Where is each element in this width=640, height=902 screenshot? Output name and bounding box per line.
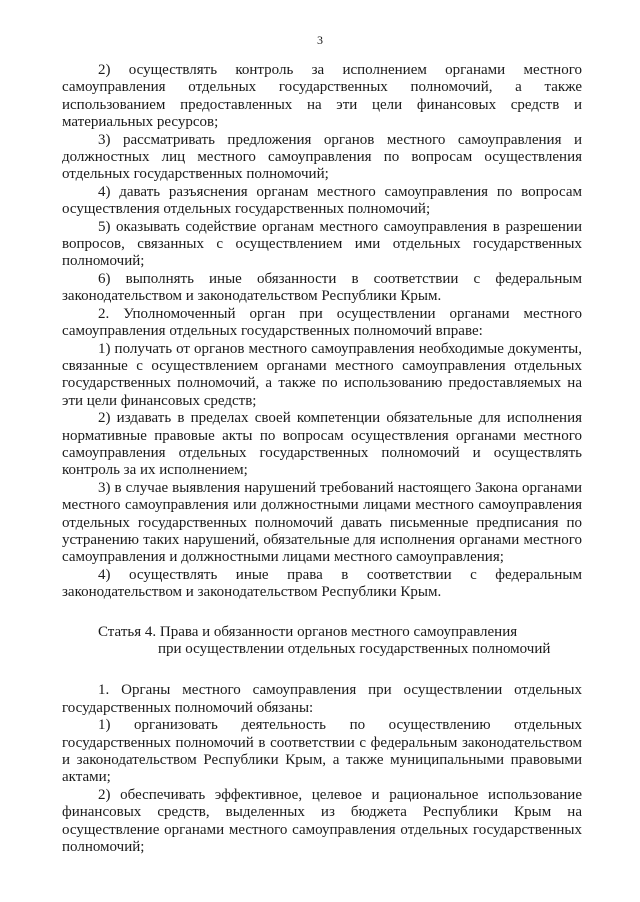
list-item: 2) обеспечивать эффективное, целевое и рациональное использование финансовых средств, выделенных из бюджета Республики Крым на осуществление органами местного самоуправления отдельных государственных полномочий; <box>62 786 582 856</box>
list-item: 4) давать разъяснения органам местного самоуправления по вопросам осуществления отдельных государственных полномочий; <box>62 183 582 218</box>
document-body <box>62 62 582 856</box>
list-item: 4) осуществлять иные права в соответствии с федеральным законодательством и законодательством Республики Крым. <box>62 566 582 601</box>
article-heading-line1: Статья 4. Права и обязанности органов местного самоуправления <box>98 623 518 640</box>
list-item: 3) в случае выявления нарушений требований настоящего Закона органами местного самоуправления или должностными лицами местного самоуправления отдельных государственных полномочий давать письменные предписания по устранению таких нарушений, обязательные для исполнения органами местного самоуправления и должностными лицами местного самоуправления; <box>62 479 582 566</box>
list-item: 1) получать от органов местного самоуправления необходимые документы, связанные с осуществлением органами местного самоуправления отдельных государственных полномочий, а также по использованию предоставляемых на эти цели финансовых средств; <box>62 340 582 409</box>
article-heading <box>62 624 582 659</box>
article-heading-line2: при осуществлении отдельных государственных полномочий <box>158 641 551 657</box>
list-item: 2) осуществлять контроль за исполнением органами местного самоуправления отдельных государственных полномочий, а также использованием предоставленных на эти цели финансовых средств и материальных ресурсов; <box>62 62 582 131</box>
list-item: 1) организовать деятельность по осуществлению отдельных государственных полномочий в соответствии с федеральным законодательством и законодательством Республики Крым, а также муниципальными правовыми актами; <box>62 717 582 786</box>
list-item: 6) выполнять иные обязанности в соответствии с федеральным законодательством и законодательством Республики Крым. <box>62 270 582 305</box>
list-item: 5) оказывать содействие органам местного самоуправления в разрешении вопросов, связанных с осуществлением ими отдельных государственных полномочий; <box>62 218 582 270</box>
list-item: 2) издавать в пределах своей компетенции обязательные для исполнения нормативные правовые акты по вопросам осуществления органами местного самоуправления отдельных государственных полномочий и осуществлять контроль за их исполнением; <box>62 410 582 479</box>
section-paragraph: 1. Органы местного самоуправления при осуществлении отдельных государственных полномочий обязаны: <box>62 682 582 716</box>
page-number: 3 <box>317 33 323 47</box>
list-item: 3) рассматривать предложения органов местного самоуправления и должностных лиц местного самоуправления по вопросам осуществления отдельных государственных полномочий; <box>62 131 582 183</box>
section-paragraph: 2. Уполномоченный орган при осуществлении органами местного самоуправления отдельных государственных полномочий вправе: <box>62 305 582 340</box>
